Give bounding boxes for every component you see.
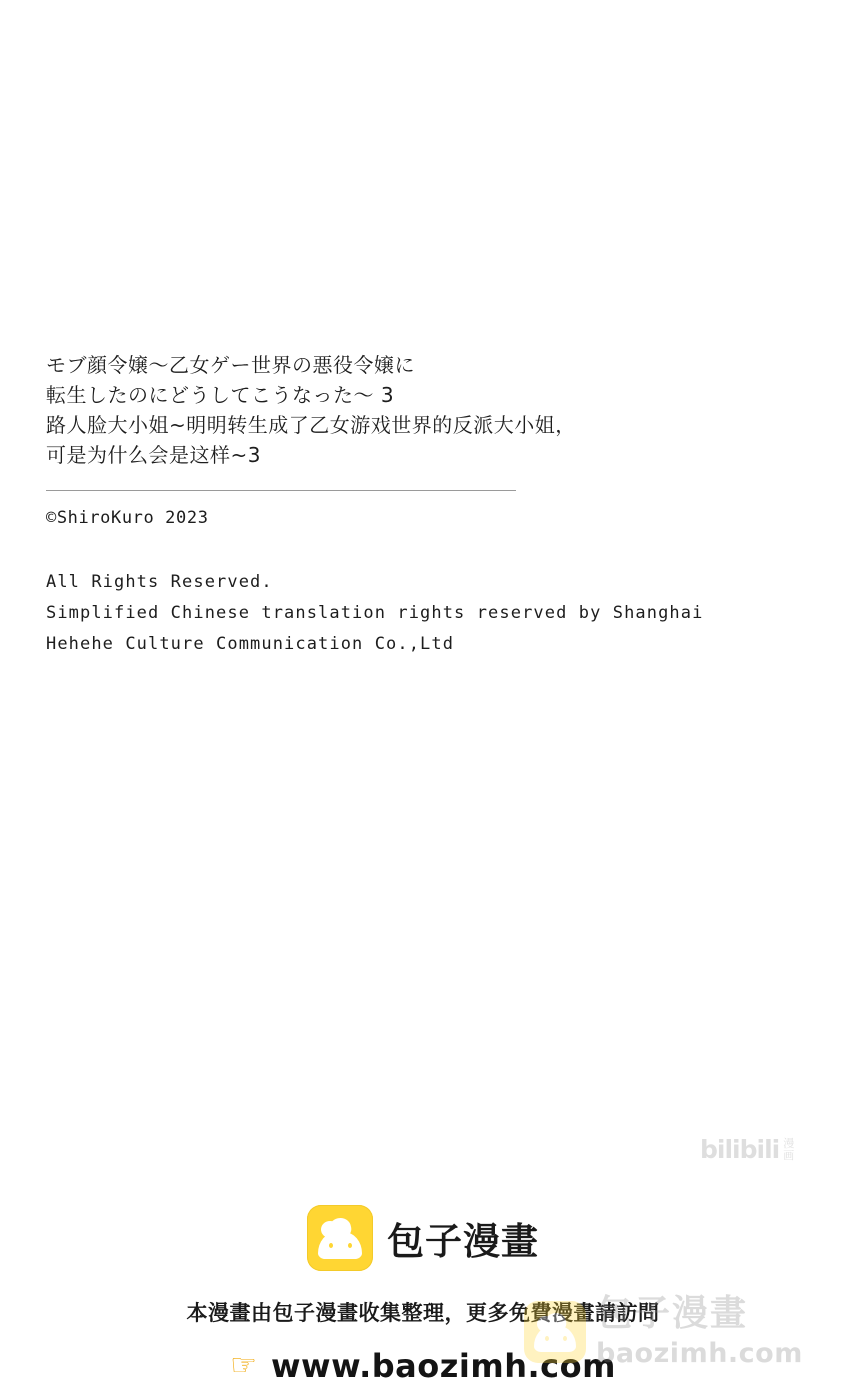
rights-line-1: All Rights Reserved. <box>46 572 273 592</box>
rights-block <box>46 567 826 660</box>
promo-text: 本漫畫由包子漫畫收集整理，更多免費漫畫請訪問 <box>186 1301 660 1325</box>
watermark-brand-name: 包子漫畫 <box>596 1293 749 1334</box>
footer-promo <box>0 1205 846 1385</box>
bilibili-manhua-char-top: 漫 <box>783 1137 795 1150</box>
copyright-notice: ©ShiroKuro 2023 <box>46 508 209 528</box>
title-chinese-line-2: 可是为什么会是这样~3 <box>46 443 261 467</box>
baozi-bun-icon <box>307 1205 373 1271</box>
bilibili-wordmark: bilibili <box>700 1135 780 1164</box>
bilibili-manhua-label <box>783 1138 794 1162</box>
watermark-url: baozimh.com <box>596 1338 803 1369</box>
title-chinese-line-1: 路人脸大小姐~明明转生成了乙女游戏世界的反派大小姐， <box>46 413 576 437</box>
rights-line-2: Simplified Chinese translation rights reserved by Shanghai <box>46 603 704 623</box>
bilibili-manhua-char-bottom: 画 <box>783 1149 795 1162</box>
colophon-block <box>46 350 826 660</box>
brand-name: 包子漫畫 <box>387 1220 539 1263</box>
url-row[interactable] <box>0 1347 846 1385</box>
bilibili-comics-watermark <box>700 1128 818 1162</box>
pointing-hand-icon: ☞ <box>230 1349 257 1382</box>
brand-row <box>0 1205 846 1271</box>
site-url-link[interactable]: www.baozimh.com <box>270 1347 616 1385</box>
title-japanese-line-1: モブ顔令嬢～乙女ゲー世界の悪役令嬢に <box>46 353 415 377</box>
divider <box>46 490 516 491</box>
title-japanese-line-2: 転生したのにどうしてこうなった～ 3 <box>46 383 395 407</box>
rights-line-3: Hehehe Culture Communication Co.,Ltd <box>46 634 455 654</box>
